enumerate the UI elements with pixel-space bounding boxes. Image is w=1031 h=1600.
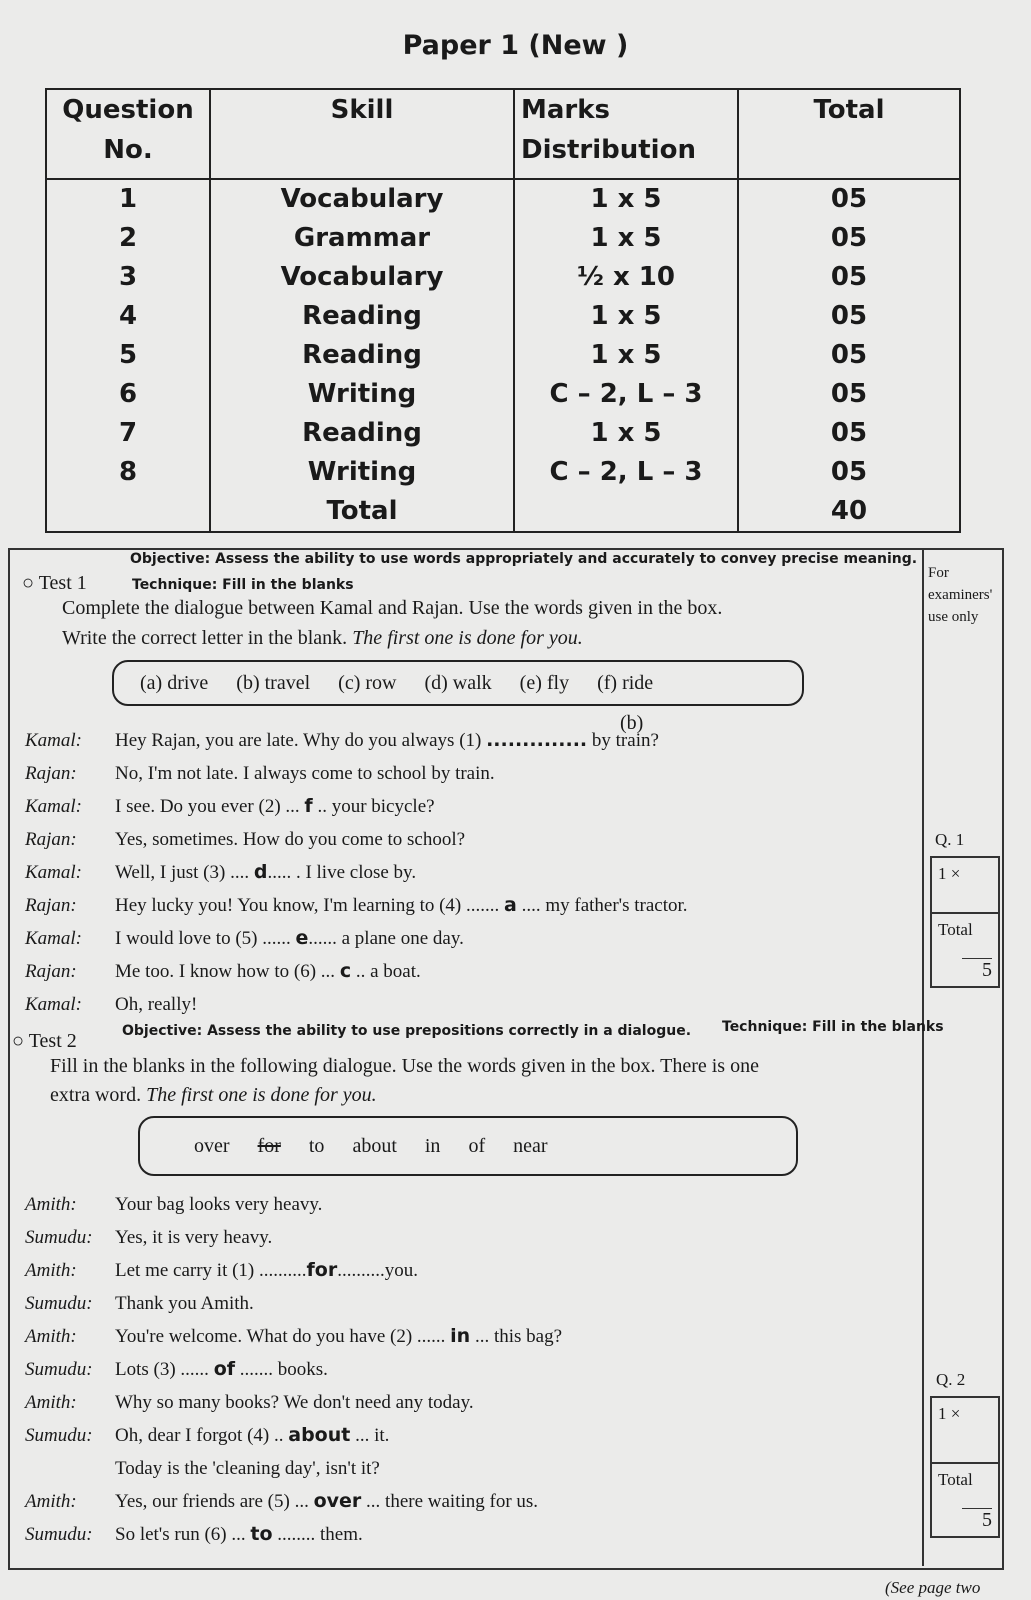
skill: Writing [210,453,514,492]
speaker: Kamal: [25,730,82,751]
question-number: 2 [46,219,210,258]
line-text-after: .. your bicycle? [312,796,435,817]
q2-total-label: Total [938,1470,973,1489]
dialogue-line [25,1358,328,1388]
line-text-after: ... this bag? [470,1326,563,1347]
q1-score-box [930,856,1000,988]
marks-row [46,453,960,492]
q2-label: Q. 2 [936,1370,966,1389]
line-text-before: Me too. I know how to (6) ... [115,961,340,982]
total: 05 [738,336,960,375]
total: 40 [738,492,960,532]
marks-distribution: C – 2, L – 3 [514,453,738,492]
test2-objective: Objective: Assess the ability to use prepositions correctly in a dialogue. [122,1023,692,1039]
dialogue-line [25,1226,272,1256]
test1-instruction-2 [62,623,583,653]
word-option: about [352,1134,397,1157]
line-text-after: .. a boat. [351,961,421,982]
dialogue-line [25,861,416,891]
marks-row [46,336,960,375]
marks-distribution: 1 x 5 [514,414,738,453]
speaker: Kamal: [25,862,82,883]
total: 05 [738,297,960,336]
line-text-before: Yes, sometimes. How do you come to school? [115,829,466,850]
speaker: Rajan: [25,763,77,784]
word-option: (f) ride [597,671,654,694]
handwritten-answer: to [250,1523,273,1545]
dialogue-line [25,1490,538,1520]
test1-label-text: Test 1 [38,572,87,594]
marks-distribution: 1 x 5 [514,219,738,258]
speaker: Rajan: [25,829,77,850]
line-text-before: Thank you Amith. [115,1293,254,1314]
header-question-no: Question No. [46,89,210,179]
word-option: (c) row [338,671,397,694]
skill: Vocabulary [210,258,514,297]
line-text-before: Let me carry it (1) .......... [115,1260,307,1281]
test2-technique: Technique: Fill in the blanks [722,1019,944,1035]
dialogue-line [25,894,688,924]
line-text-after: ........ them. [272,1524,363,1545]
skill: Total [210,492,514,532]
instruction-italic: The first one is done for you. [146,1084,377,1106]
handwritten-answer: c [339,960,352,982]
dialogue-line [25,795,435,825]
speaker: Sumudu: [25,1425,93,1446]
marks-distribution: 1 x 5 [514,336,738,375]
test2-instruction-2 [50,1080,377,1110]
test1-objective: Objective: Assess the ability to use words appropriately and accurately to convey precise meaning. [130,551,918,567]
q2-total-cell [932,1464,998,1536]
handwritten-answer: d [253,861,268,883]
marks-row [46,258,960,297]
marks-distribution-table [45,88,961,533]
speaker: Kamal: [25,994,82,1015]
question-number: 1 [46,179,210,219]
handwritten-answer: over [313,1490,362,1512]
total: 05 [738,179,960,219]
q2-mult: 1 × [932,1398,998,1464]
line-text-after: ..........you. [337,1260,418,1281]
speaker: Sumudu: [25,1524,93,1545]
question-number: 6 [46,375,210,414]
dialogue-line [25,1193,322,1223]
speaker: Sumudu: [25,1227,93,1248]
line-text-before: Hey lucky you! You know, I'm learning to (4) ....... [115,895,505,916]
word-option: over [194,1134,230,1157]
word-option: of [468,1134,486,1157]
marks-row [46,492,960,532]
test2-label-text: Test 2 [28,1030,77,1052]
speaker: Kamal: [25,928,82,949]
line-text-before: Oh, really! [115,994,198,1015]
examiner-note: For examiners' use only [928,565,993,625]
footer-see-page-two: (See page two [885,1578,981,1597]
marks-row [46,219,960,258]
line-text-before: Today is the 'cleaning day', isn't it? [115,1458,380,1479]
dialogue-line [25,993,197,1023]
line-text-after: ... it. [350,1425,390,1446]
line-text-before: I would love to (5) ...... [115,928,296,949]
speaker: Rajan: [25,961,77,982]
q1-label: Q. 1 [935,830,965,849]
test1-label: ○ Test 1 [22,572,87,594]
dialogue-line [25,1523,363,1553]
line-text-after: .... my father's tractor. [516,895,688,916]
word-option: for [257,1134,281,1157]
word-option: (e) fly [519,671,570,694]
line-text-after: by train? [587,730,659,751]
marks-distribution: C – 2, L – 3 [514,375,738,414]
skill: Reading [210,297,514,336]
speaker: Amith: [25,1260,77,1281]
header-marks-distribution: Marks Distribution [514,89,738,179]
instruction-text: Write the correct letter in the blank. [62,627,348,649]
dialogue-line [25,762,495,792]
paper-title: Paper 1 (New ) [402,30,629,61]
speaker: Amith: [25,1392,77,1413]
q2-out-of: 5 [962,1508,992,1532]
handwritten-answer: f [304,795,313,817]
speaker: Sumudu: [25,1359,93,1380]
line-text-after: ... there waiting for us. [361,1491,539,1512]
question-number: 5 [46,336,210,375]
handwritten-answer: in [450,1325,471,1347]
marks-distribution: 1 x 5 [514,297,738,336]
line-text-before: Oh, dear I forgot (4) .. [115,1425,289,1446]
line-text-before: Hey Rajan, you are late. Why do you always (1) [115,730,487,751]
word-option: in [424,1134,441,1157]
line-text-after: ....... books. [235,1359,328,1380]
skill: Reading [210,336,514,375]
header-total: Total [738,89,960,179]
handwritten-answer: for [306,1259,338,1281]
dialogue-line [25,1292,254,1322]
word-option: near [513,1134,548,1157]
line-text-before: Your bag looks very heavy. [115,1194,323,1215]
line-text-before: Lots (3) ...... [115,1359,214,1380]
line-text-before: I see. Do you ever (2) ... [115,796,305,817]
question-number: 3 [46,258,210,297]
total: 05 [738,375,960,414]
marks-row [46,414,960,453]
dialogue-line [25,828,465,858]
handwritten-answer: e [295,927,309,949]
test2-instruction-1: Fill in the blanks in the following dialogue. Use the words given in the box. There is one [50,1055,759,1077]
q1-total-label: Total [938,920,973,939]
marks-distribution: 1 x 5 [514,179,738,219]
dialogue-line [25,1391,474,1421]
handwritten-answer: a [504,894,517,916]
test1-technique: Technique: Fill in the blanks [132,577,354,593]
q1-total-cell [932,914,998,986]
test1-word-box [112,660,804,706]
marks-row [46,375,960,414]
dialogue-line [25,1424,389,1454]
first-answer-mark: (b) [620,712,644,734]
question-number: 8 [46,453,210,492]
handwritten-answer: .............. [486,729,588,751]
word-option: (a) drive [140,671,209,694]
dialogue-line [25,1259,418,1289]
q2-score-box [930,1396,1000,1538]
total: 05 [738,414,960,453]
instruction-text: extra word. [50,1084,142,1106]
line-text-after: ...... a plane one day. [308,928,464,949]
instruction-italic: The first one is done for you. [352,627,583,649]
dialogue-line [25,927,464,957]
marks-row [46,179,960,219]
line-text-before: Yes, our friends are (5) ... [115,1491,314,1512]
line-text-before: You're welcome. What do you have (2) ...... [115,1326,451,1347]
dialogue-line [25,729,659,759]
dialogue-line [25,1457,380,1487]
q1-out-of: 5 [962,958,992,982]
total: 05 [738,453,960,492]
speaker: Rajan: [25,895,77,916]
line-text-before: Why so many books? We don't need any today. [115,1392,474,1413]
word-option: to [308,1134,325,1157]
test1-instruction-1: Complete the dialogue between Kamal and Rajan. Use the words given in the box. [62,597,723,619]
line-text-before: So let's run (6) ... [115,1524,251,1545]
test2-word-box [138,1116,798,1176]
speaker: Amith: [25,1326,77,1347]
word-option: (d) walk [424,671,492,694]
skill: Reading [210,414,514,453]
dialogue-line [25,1325,562,1355]
dialogue-line [25,960,421,990]
marks-distribution: ½ x 10 [514,258,738,297]
speaker: Amith: [25,1491,77,1512]
question-number [46,492,210,532]
marks-row [46,297,960,336]
line-text-before: Yes, it is very heavy. [115,1227,273,1248]
test2-label: ○ Test 2 [12,1030,77,1052]
line-text-before: Well, I just (3) .... [115,862,254,883]
line-text-after: ..... . I live close by. [267,862,417,883]
handwritten-answer: about [288,1424,351,1446]
total: 05 [738,219,960,258]
skill: Writing [210,375,514,414]
speaker: Amith: [25,1194,77,1215]
q1-mult: 1 × [932,858,998,914]
line-text-before: No, I'm not late. I always come to school by train. [115,763,495,784]
skill: Grammar [210,219,514,258]
handwritten-answer: of [213,1358,236,1380]
skill: Vocabulary [210,179,514,219]
word-option: (b) travel [236,671,311,694]
marks-distribution [514,492,738,532]
question-number: 7 [46,414,210,453]
header-skill: Skill [210,89,514,179]
speaker: Sumudu: [25,1293,93,1314]
speaker: Kamal: [25,796,82,817]
total: 05 [738,258,960,297]
question-number: 4 [46,297,210,336]
